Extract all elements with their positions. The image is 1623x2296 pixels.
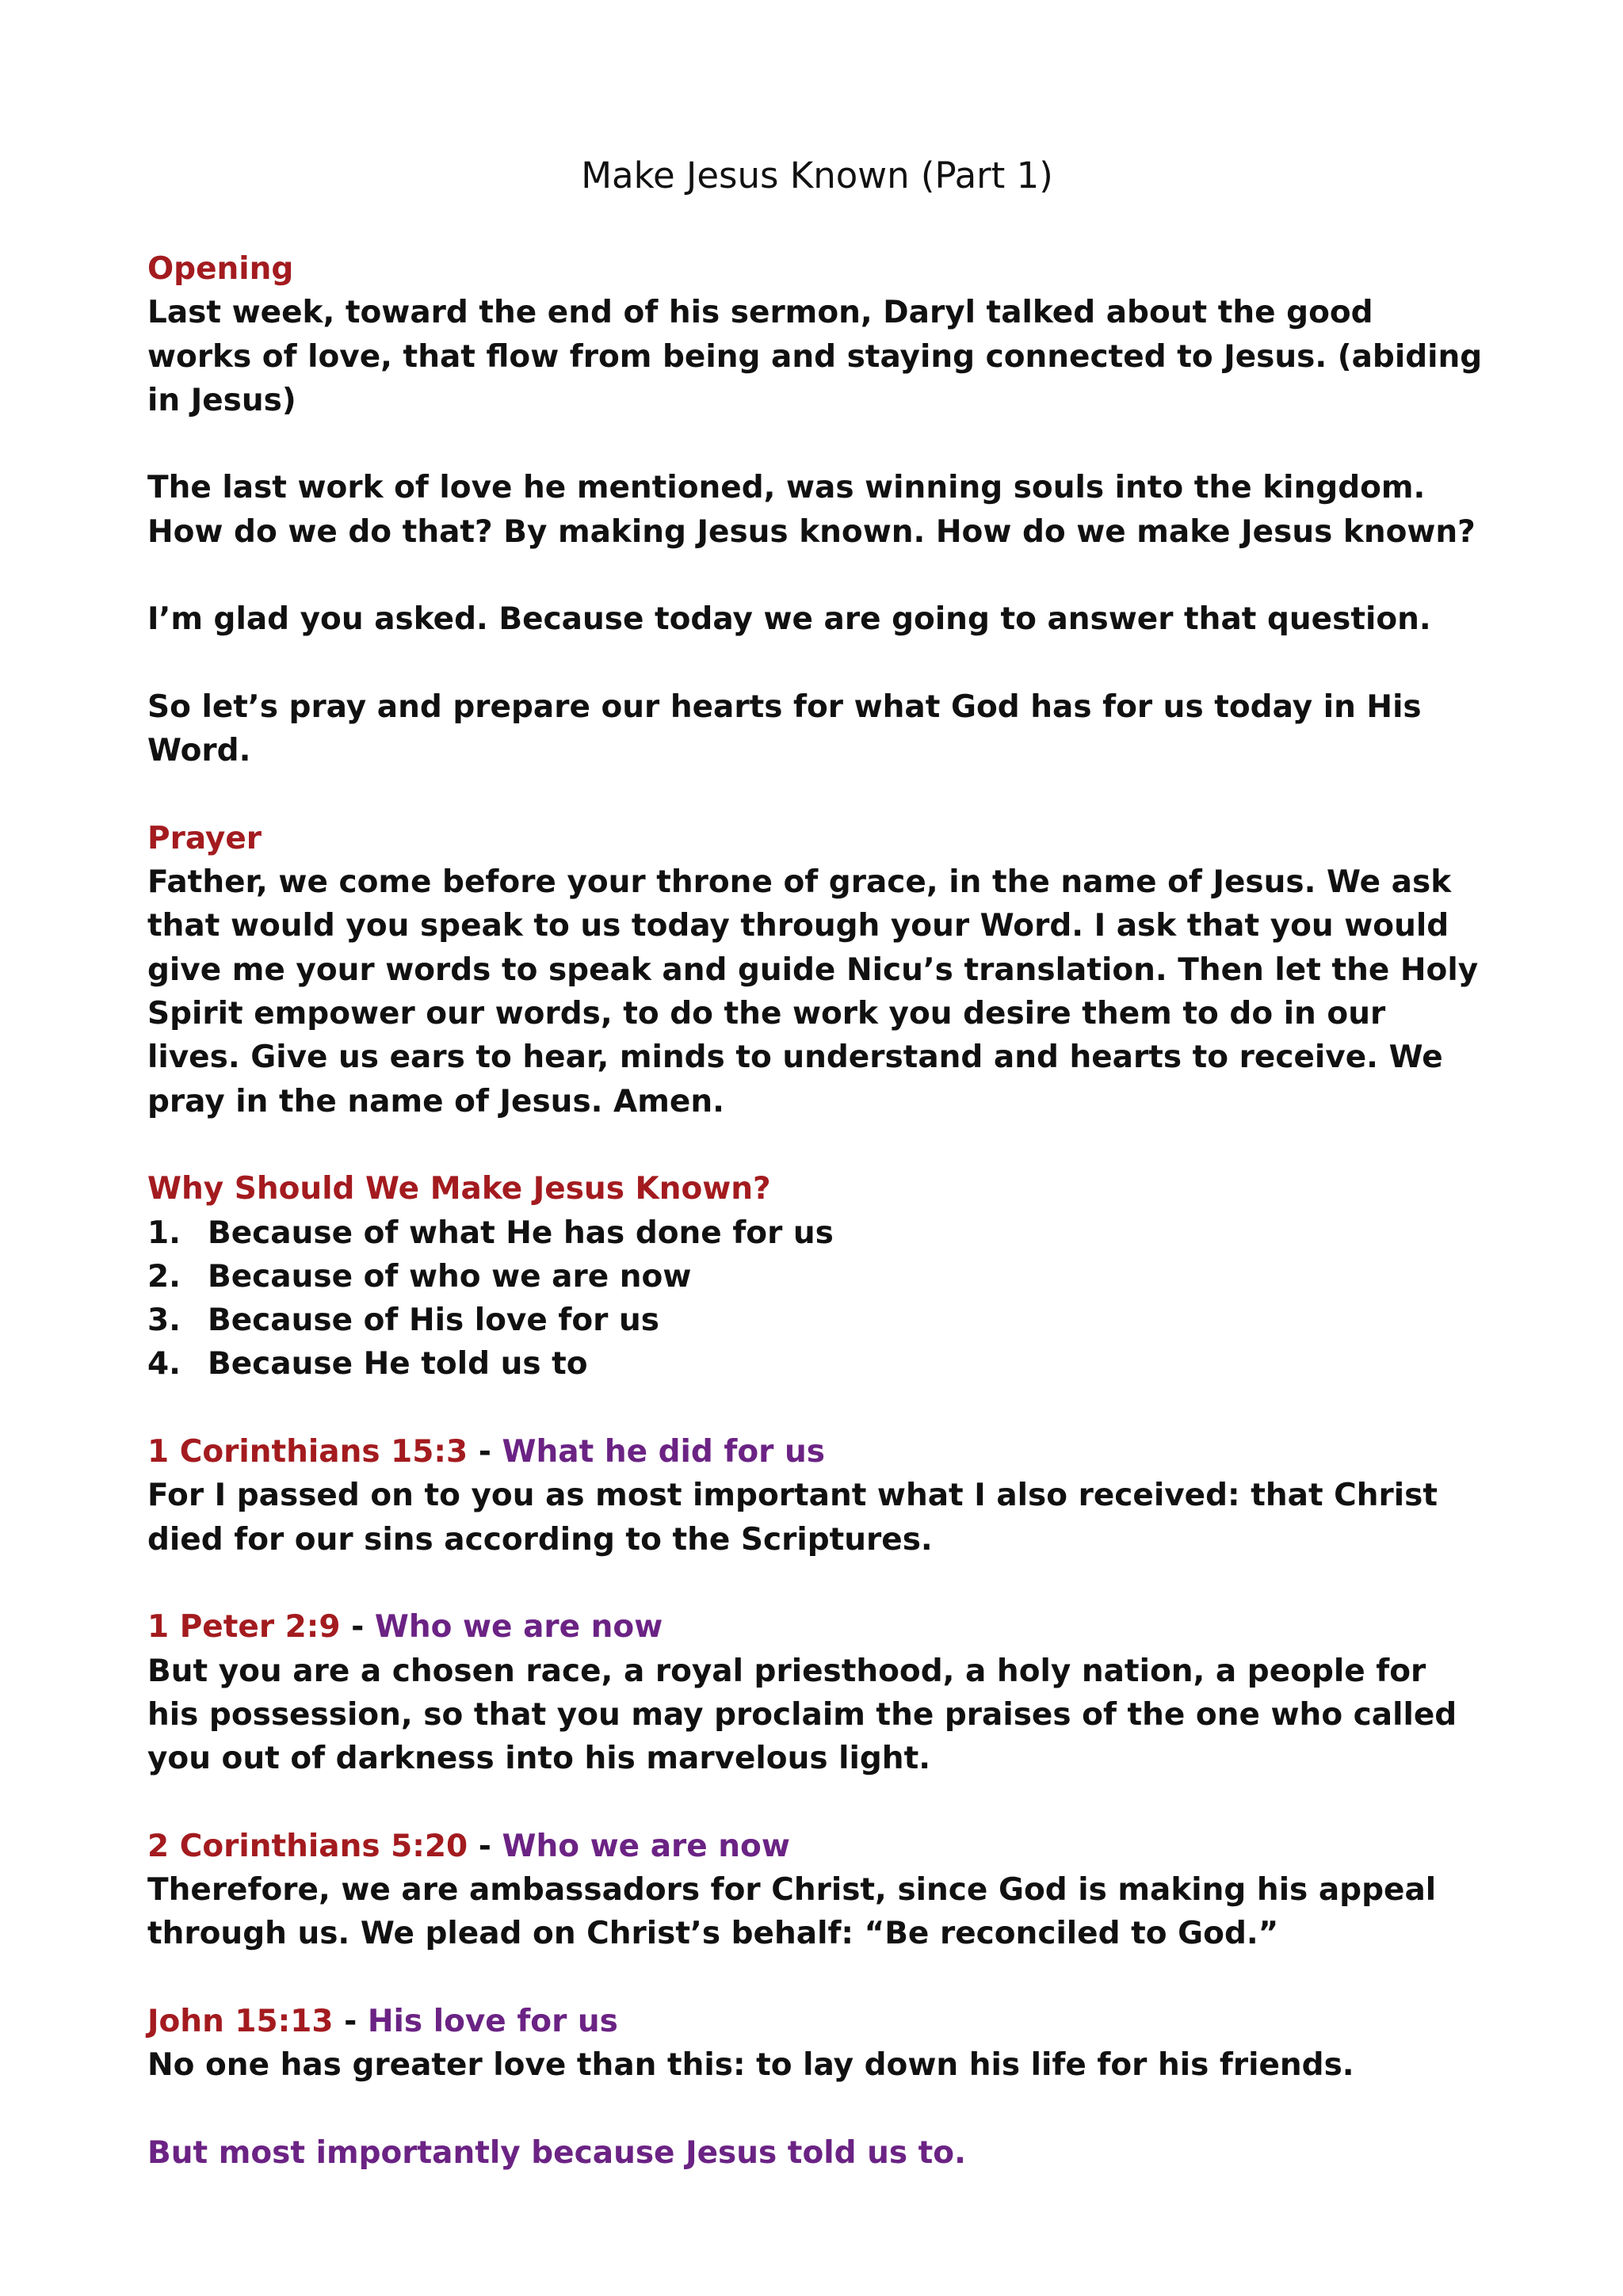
opening-paragraph: The last work of love he mentioned, was winning souls into the kingdom. How do we do that? By making Jesus known. How do we make Jesus known? [147, 470, 1476, 550]
spacer [147, 1562, 1487, 1605]
spacer [147, 642, 1487, 685]
verse-separator: - [468, 1434, 502, 1470]
verse-separator: - [340, 1609, 375, 1646]
verse-heading [147, 1605, 1487, 1649]
list-item-text: Because of what He has done for us [208, 1215, 834, 1251]
list-item-text: Because He told us to [208, 1346, 588, 1383]
spacer [147, 1956, 1487, 2000]
verse-reference: 2 Corinthians 5:20 [147, 1828, 468, 1864]
list-item-text: Because of who we are now [208, 1258, 692, 1295]
verse-heading [147, 2000, 1487, 2043]
list-item [147, 1342, 1487, 1386]
why-heading: Why Should We Make Jesus Known? [147, 1171, 771, 1207]
verse-reference: John 15:13 [147, 2003, 334, 2039]
verse-reference: 1 Peter 2:9 [147, 1609, 341, 1646]
prayer-text: Father, we come before your throne of grace, in the name of Jesus. We ask that would you speak to us today through your Word. I ask that you would give me your words to speak and guide Nicu’s translation. Then let the Holy Spirit empower our words, to do the work you desire them to do in our lives. Give us ears to hear, minds to understand and hearts to receive. We pray in the name of Jesus. Amen. [147, 864, 1479, 1119]
verse-theme: His love for us [367, 2003, 618, 2039]
spacer [147, 773, 1487, 817]
verse-text: But you are a chosen race, a royal priesthood, a holy nation, a people for his possession, so that you may proclaim the praises of the one who called you out of darkness into his marvelous light. [147, 1653, 1457, 1777]
verse-theme: What he did for us [502, 1434, 825, 1470]
verse-text: Therefore, we are ambassadors for Christ, since God is making his appeal through us. We plead on Christ’s behalf: “Be reconciled to God.” [147, 1871, 1437, 1952]
spacer [147, 1123, 1487, 1167]
spacer [147, 1386, 1487, 1430]
verse-heading [147, 1825, 1487, 1868]
opening-paragraph: So let’s pray and prepare our hearts for what God has for us today in His Word. [147, 688, 1422, 769]
verse-text: No one has greater love than this: to lay down his life for his friends. [147, 2047, 1354, 2084]
list-item [147, 1299, 1487, 1342]
list-number: 2. [147, 1258, 181, 1295]
list-item [147, 1211, 1487, 1255]
list-number: 4. [147, 1346, 181, 1383]
opening-heading: Opening [147, 251, 294, 287]
spacer [147, 554, 1487, 597]
opening-paragraph: Last week, toward the end of his sermon, Daryl talked about the good works of love, that flow from being and staying connected to Jesus. (abiding in Jesus) [147, 295, 1483, 418]
prayer-heading: Prayer [147, 820, 262, 856]
verse-separator: - [333, 2003, 368, 2039]
verse-heading [147, 1430, 1487, 1474]
list-number: 1. [147, 1215, 181, 1251]
document-body [147, 247, 1487, 2175]
document-title: Make Jesus Known (Part 1) [581, 154, 1053, 196]
closing-statement: But most importantly because Jesus told us to. [147, 2134, 966, 2171]
document-page [147, 151, 1487, 2175]
verse-theme: Who we are now [502, 1828, 790, 1864]
list-item [147, 1255, 1487, 1299]
verse-reference: 1 Corinthians 15:3 [147, 1434, 468, 1470]
list-number: 3. [147, 1302, 181, 1339]
opening-paragraph: I’m glad you asked. Because today we are going to answer that question. [147, 601, 1431, 638]
spacer [147, 1780, 1487, 1824]
reasons-list [147, 1211, 1487, 1386]
verse-separator: - [468, 1828, 502, 1864]
verse-text: For I passed on to you as most important what I also received: that Christ died for our sins according to the Scriptures. [147, 1478, 1438, 1558]
spacer [147, 422, 1487, 466]
spacer [147, 2087, 1487, 2130]
verse-theme: Who we are now [374, 1609, 663, 1646]
list-item-text: Because of His love for us [208, 1302, 659, 1339]
